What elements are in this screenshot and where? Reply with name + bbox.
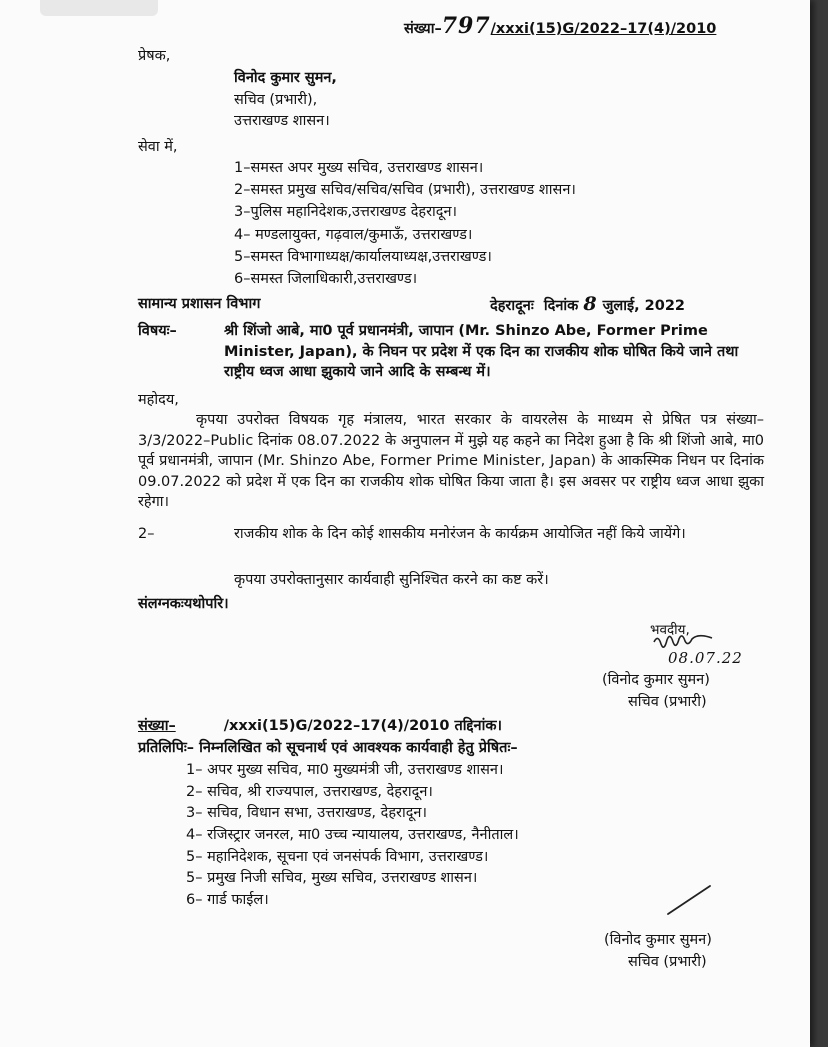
signature-date: 08.07.22 (668, 649, 743, 667)
copy-to-item: 4– रजिस्ट्रार जनरल, मा0 उच्च न्यायालय, उत्तराखण्ड, नैनीताल। (186, 827, 519, 843)
copy-to-item: 3– सचिव, विधान सभा, उत्तराखण्ड, देहरादून। (186, 805, 427, 821)
recipient-item: 6–समस्त जिलाधिकारी,उत्तराखण्ड। (234, 271, 418, 287)
date-place: देहरादूनः (490, 298, 534, 314)
recipient-item: 5–समस्त विभागाध्यक्ष/कार्यालयाध्यक्ष,उत्तराखण्ड। (234, 249, 492, 265)
enclosure-note: संलग्नकःयथोपरि। (138, 596, 229, 612)
sender-designation: सचिव (प्रभारी), (234, 92, 318, 108)
recipient-item: 1–समस्त अपर मुख्य सचिव, उत्तराखण्ड शासन। (234, 160, 484, 176)
copy-to-item: 1– अपर मुख्य सचिव, मा0 मुख्यमंत्री जी, उत्तराखण्ड शासन। (186, 762, 504, 778)
copy-to-label: प्रतिलिपिः– निम्नलिखित को सूचनार्थ एवं आवश्यक कार्यवाही हेतु प्रेषितः– (138, 740, 518, 756)
date-line (490, 294, 685, 316)
reference-prefix: संख्या– (404, 21, 442, 37)
copy-reference-text: /xxxi(15)G/2022–17(4)/2010 तद्दिनांक। (223, 718, 502, 734)
signatory-designation-2: सचिव (प्रभारी) (628, 954, 707, 970)
department-name: सामान्य प्रशासन विभाग (138, 296, 261, 312)
body-paragraph-3: कृपया उपरोक्तानुसार कार्यवाही सुनिश्चित करने का कष्ट करें। (234, 572, 549, 588)
page-edge-strip (40, 0, 158, 16)
subject-text: श्री शिंजो आबे, मा0 पूर्व प्रधानमंत्री, जापान (Mr. Shinzo Abe, Former Prime Minister, Japan), के निघन पर प्रदेश में एक दिन का राजकीय शोक घोषित किये जाने तथा राष्ट्रीय ध्वज आधा झुकाये जाने आदि के सम्बन्ध में। (224, 323, 739, 380)
copy-to-item: 5– प्रमुख निजी सचिव, मुख्य सचिव, उत्तराखण्ड शासन। (186, 870, 478, 886)
copy-reference (138, 716, 502, 736)
copy-reference-label: संख्या– (138, 718, 176, 734)
closing: भवदीय, (650, 622, 690, 638)
signatory-name-1: (विनोद कुमार सुमन) (602, 672, 710, 688)
signatory-name-2: (विनोद कुमार सुमन) (604, 932, 712, 948)
copy-to-item: 5– महानिदेशक, सूचना एवं जनसंपर्क विभाग, उत्तराखण्ड। (186, 849, 489, 865)
para-2-number: 2– (138, 526, 155, 542)
recipient-item: 2–समस्त प्रमुख सचिव/सचिव/सचिव (प्रभारी), उत्तराखण्ड शासन। (234, 182, 576, 198)
sender-label: प्रेषक, (138, 48, 171, 64)
body-paragraph-1: कृपया उपरोक्त विषयक गृह मंत्रालय, भारत सरकार के वायरलेस के माध्यम से प्रेषित पत्र संख्या–3/3/2022–Public दिनांक 08.07.2022 के अनुपालन में मुझे यह कहने का निदेश हुआ है कि श्री शिंजो आबे, मा0 पूर्व प्रधानमंत्री, जापान (Mr. Shinzo Abe, Former Prime Minister, Japan) के आकस्मिक निधन पर दिनांक 09.07.2022 को प्रदेश में एक दिन का राजकीय शोक घोषित किया जाता है। इस अवसर पर राष्ट्रीय ध्वज आधा झुका रहेगा। (138, 412, 764, 510)
recipient-item: 3–पुलिस महानिदेशक,उत्तराखण्ड देहरादून। (234, 204, 458, 220)
reference-number (404, 13, 717, 39)
signatory-designation-1: सचिव (प्रभारी) (628, 694, 707, 710)
subject-label: विषयः– (138, 323, 177, 339)
salutation: महोदय, (138, 392, 179, 408)
sender-name: विनोद कुमार सुमन, (234, 70, 337, 86)
copy-to-item: 6– गार्ड फाईल। (186, 892, 269, 908)
reference-suffix: /xxxi(15)G/2022–17(4)/2010 (490, 21, 717, 37)
body-paragraph-2: राजकीय शोक के दिन कोई शासकीय मनोरंजन के कार्यक्रम आयोजित नहीं किये जायेंगे। (234, 526, 686, 542)
copy-to-item: 2– सचिव, श्री राज्यपाल, उत्तराखण्ड, देहरादून। (186, 784, 433, 800)
handwritten-reference-no: 797 (441, 13, 491, 39)
recipient-item: 4– मण्डलायुक्त, गढ़वाल/कुमाऊँ, उत्तराखण्ड। (234, 227, 473, 243)
signature-scribble-2 (664, 882, 714, 918)
date-prefix: दिनांक (543, 298, 579, 314)
handwritten-date-day: 8 (583, 293, 598, 315)
recipients-label: सेवा में, (138, 139, 178, 155)
sender-office: उत्तराखण्ड शासन। (234, 113, 330, 129)
date-suffix: जुलाई, 2022 (602, 298, 686, 314)
